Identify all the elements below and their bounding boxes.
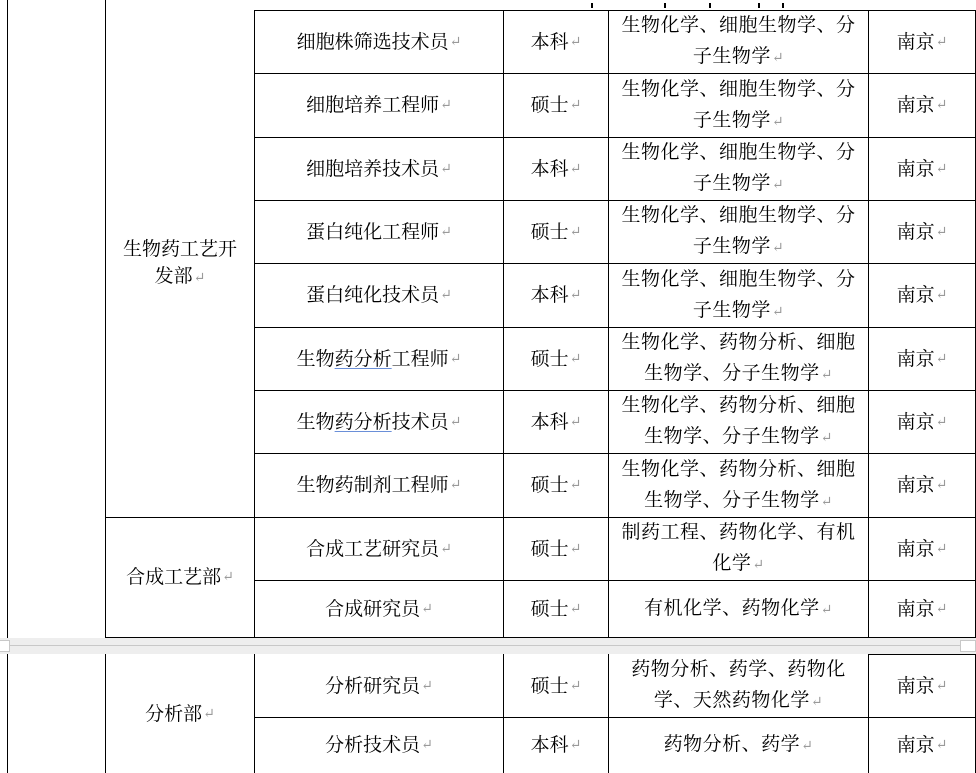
major-cell: 生物化学、细胞生物学、分子生物学↵ [621, 141, 856, 194]
position-cell: 蛋白纯化工程师 ↵ [306, 220, 452, 243]
major-cell: 生物化学、药物分析、细胞生物学、分子生物学↵ [621, 331, 856, 384]
degree-cell: 本科 ↵ [530, 734, 582, 756]
degree-cell: 硕士 ↵ [530, 220, 582, 243]
major-cell: 制药工程、药物化学、有机化学↵ [621, 521, 856, 574]
spellcheck-underline: 药分析 [334, 347, 392, 370]
major-cell: 生物化学、细胞生物学、分子生物学↵ [621, 14, 856, 67]
position-cell: 细胞培养工程师 ↵ [306, 94, 452, 116]
degree-cell: 本科 ↵ [530, 157, 582, 180]
position-cell: 合成研究员 ↵ [325, 597, 433, 620]
position-cell: 细胞株筛选技术员 ↵ [296, 30, 462, 53]
page-break-gap [0, 638, 976, 654]
degree-cell: 本科 ↵ [530, 30, 582, 53]
location-cell: 南京 ↵ [896, 94, 948, 116]
degree-cell: 本科 ↵ [530, 284, 582, 306]
major-cell: 有机化学、药物化学↵ [644, 596, 833, 619]
location-cell: 南京 ↵ [896, 674, 948, 697]
location-cell: 南京 ↵ [896, 410, 948, 433]
location-cell: 南京 ↵ [896, 597, 948, 620]
location-cell: 南京 ↵ [896, 284, 948, 306]
location-cell: 南京 ↵ [896, 537, 948, 560]
position-cell: 分析技术员 ↵ [325, 734, 433, 756]
major-cell: 生物化学、细胞生物学、分子生物学↵ [621, 204, 856, 257]
position-cell: 生物 药分析 技术员 ↵ [255, 391, 503, 453]
location-cell: 南京 ↵ [896, 157, 948, 180]
spellcheck-underline: 药分析 [334, 410, 392, 433]
degree-cell: 本科 ↵ [530, 410, 582, 433]
department-cell: 分析部 ↵ [106, 655, 254, 773]
major-cell: 药物分析、药学↵ [663, 733, 814, 755]
position-cell: 蛋白纯化技术员 ↵ [306, 284, 452, 306]
department-name-line1: 生物药工艺开 [122, 238, 237, 260]
location-cell: 南京 ↵ [896, 220, 948, 243]
department-name: 合成工艺部 [126, 566, 222, 588]
major-cell: 药物分析、药学、药物化学、天然药物化学↵ [631, 658, 846, 711]
department-name: 分析部 [145, 702, 203, 725]
degree-cell: 硕士 ↵ [530, 597, 582, 620]
position-cell: 合成工艺研究员 ↵ [306, 537, 452, 560]
major-cell: 生物化学、药物分析、细胞生物学、分子生物学↵ [621, 457, 856, 511]
position-cell: 细胞培养技术员 ↵ [306, 157, 452, 180]
location-cell: 南京 ↵ [896, 30, 948, 53]
position-cell: 生物药制剂工程师 ↵ [296, 474, 462, 496]
degree-cell: 硕士 ↵ [530, 94, 582, 116]
location-cell: 南京 ↵ [896, 347, 948, 370]
position-cell: 生物 药分析 工程师 ↵ [255, 328, 503, 390]
degree-cell: 硕士 ↵ [530, 674, 582, 697]
major-cell: 生物化学、药物分析、细胞生物学、分子生物学↵ [621, 394, 856, 447]
department-cell: 合成工艺部 ↵ [106, 518, 254, 637]
degree-cell: 硕士 ↵ [530, 474, 582, 496]
position-cell: 分析研究员 ↵ [325, 674, 433, 697]
degree-cell: 硕士 ↵ [530, 537, 582, 560]
major-cell: 生物化学、细胞生物学、分子生物学↵ [621, 77, 856, 131]
department-cell: 生物药工艺开 发部↵ [122, 238, 237, 287]
location-cell: 南京 ↵ [896, 734, 948, 756]
degree-cell: 硕士 ↵ [530, 347, 582, 370]
location-cell: 南京 ↵ [896, 474, 948, 496]
department-name-line2: 发部 [154, 265, 193, 287]
major-cell: 生物化学、细胞生物学、分子生物学↵ [621, 267, 856, 321]
